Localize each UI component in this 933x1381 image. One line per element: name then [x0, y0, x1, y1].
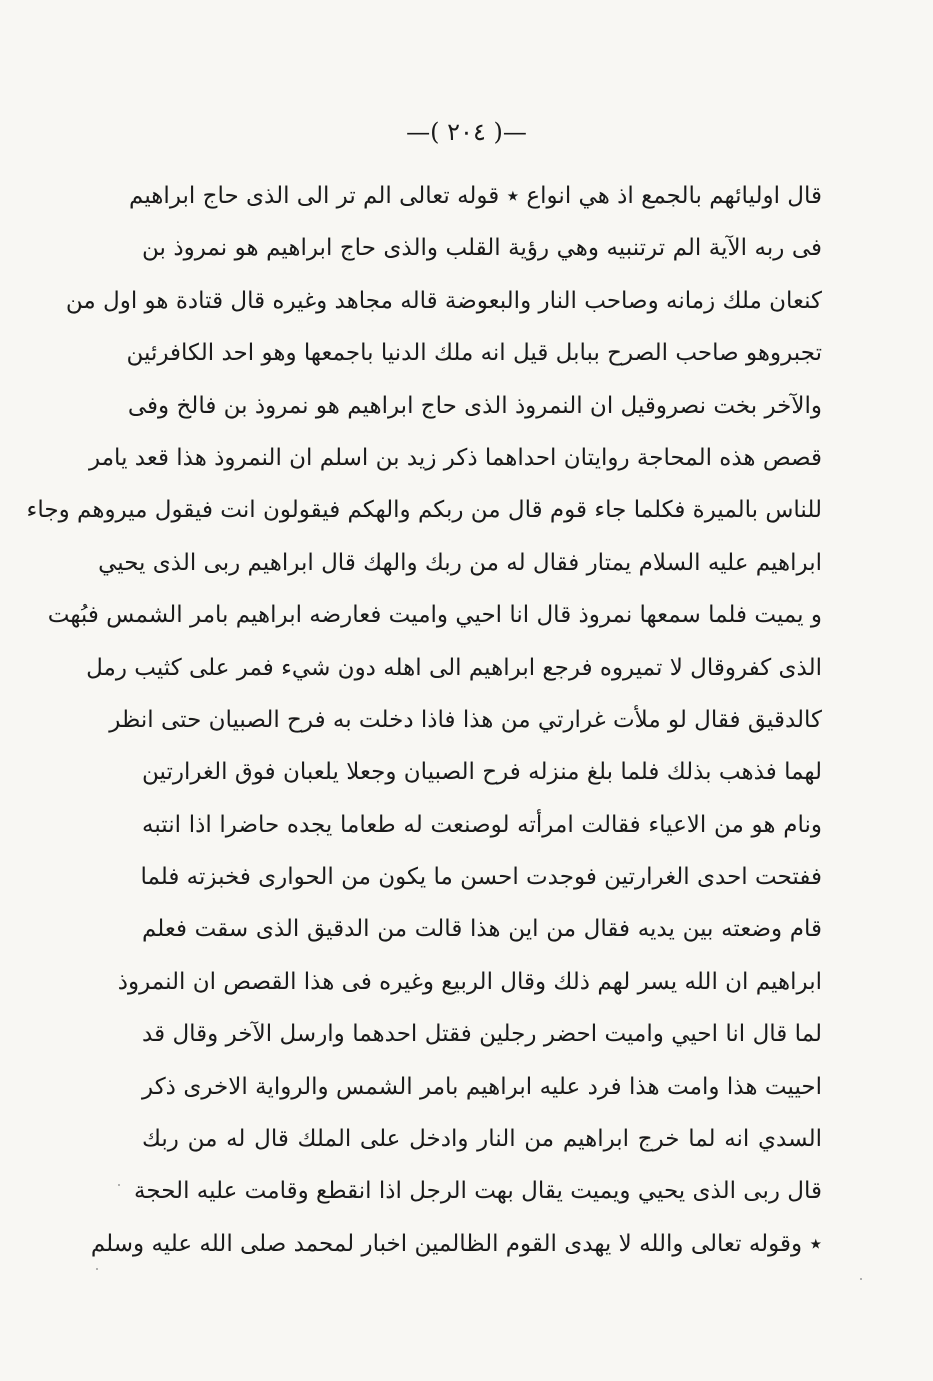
- text-line: كالدقيق فقال لو ملأت غرارتي من هذا فاذا دخلت به فرح الصبيان حتى انظر: [109, 706, 822, 733]
- text-line: قصص هذه المحاجة روايتان احداهما ذكر زيد بن اسلم ان النمروذ هذا قعد يامر: [89, 444, 822, 471]
- text-line: السدي انه لما خرج ابراهيم من النار وادخل على الملك قال له من ربك: [142, 1126, 822, 1153]
- text-line: للناس بالميرة فكلما جاء قوم قال من ربكم والهكم فيقولون انت فيقول ميروهم وجاء: [26, 497, 822, 524]
- text-line: تجبروهو صاحب الصرح ببابل قيل انه ملك الدنيا باجمعها وهو احد الكافرئين: [126, 340, 822, 367]
- text-line: قال اوليائهم بالجمع اذ هي انواع ٭ قوله تعالى الم تر الى الذى حاج ابراهيم: [129, 183, 822, 209]
- text-line: قام وضعته بين يديه فقال من اين هذا قالت من الدقيق الذى سقت فعلم: [142, 916, 822, 943]
- text-line: لهما فذهب بذلك فلما بلغ منزله فرح الصبيان وجعلا يلعبان فوق الغرارتين: [142, 759, 822, 786]
- paper-speck: [860, 1278, 862, 1280]
- text-line: ٭ وقوله تعالى والله لا يهدى القوم الظالمين اخبار لمحمد صلى الله عليه وسلم: [90, 1230, 822, 1257]
- text-line: لما قال انا احيي واميت احضر رجلين فقتل احدهما وارسل الآخر وقال قد: [142, 1021, 822, 1048]
- paper-speck: [118, 1184, 120, 1186]
- text-line: فى ربه الآية الم ترتنبيه وهي رؤية القلب والذى حاج ابراهيم هو نمروذ بن: [142, 235, 822, 262]
- text-line: احييت هذا وامت هذا فرد عليه ابراهيم بامر الشمس والرواية الاخرى ذكر: [142, 1073, 822, 1100]
- text-line: ابراهيم ان الله يسر لهم ذلك وقال الربيع وغيره فى هذا القصص ان النمروذ: [117, 968, 822, 995]
- text-line: والآخر بخت نصروقيل ان النمروذ الذى حاج ابراهيم هو نمروذ بن فالخ وفى: [127, 392, 822, 419]
- text-line: و يميت فلما سمعها نمروذ قال انا احيي واميت فعارضه ابراهيم بامر الشمس فبُهت: [47, 602, 822, 629]
- text-line: ابراهيم عليه السلام يمتار فقال له من ربك والهك قال ابراهيم ربى الذى يحيي: [98, 549, 822, 576]
- text-line: ففتحت احدى الغرارتين فوجدت احسن ما يكون من الحوارى فخبزته فلما: [140, 864, 822, 891]
- body-text: [26, 170, 822, 1270]
- paper-speck: [96, 1268, 98, 1270]
- text-line: كنعان ملك زمانه وصاحب النار والبعوضة قاله مجاهد وغيره قال قتادة هو اول من: [65, 287, 822, 314]
- text-line: الذى كفروقال لا تميروه فرجع ابراهيم الى اهله دون شيء فمر على كثيب رمل: [86, 654, 822, 681]
- text-line: قال ربى الذى يحيي ويميت يقال بهت الرجل اذا انقطع وقامت عليه الحجة: [134, 1178, 822, 1205]
- page-number: —( ٢٠٤ )—: [406, 118, 527, 146]
- text-line: ونام هو من الاعياء فقالت امرأته لوصنعت له طعاما يجده حاضرا اذا انتبه: [142, 811, 822, 838]
